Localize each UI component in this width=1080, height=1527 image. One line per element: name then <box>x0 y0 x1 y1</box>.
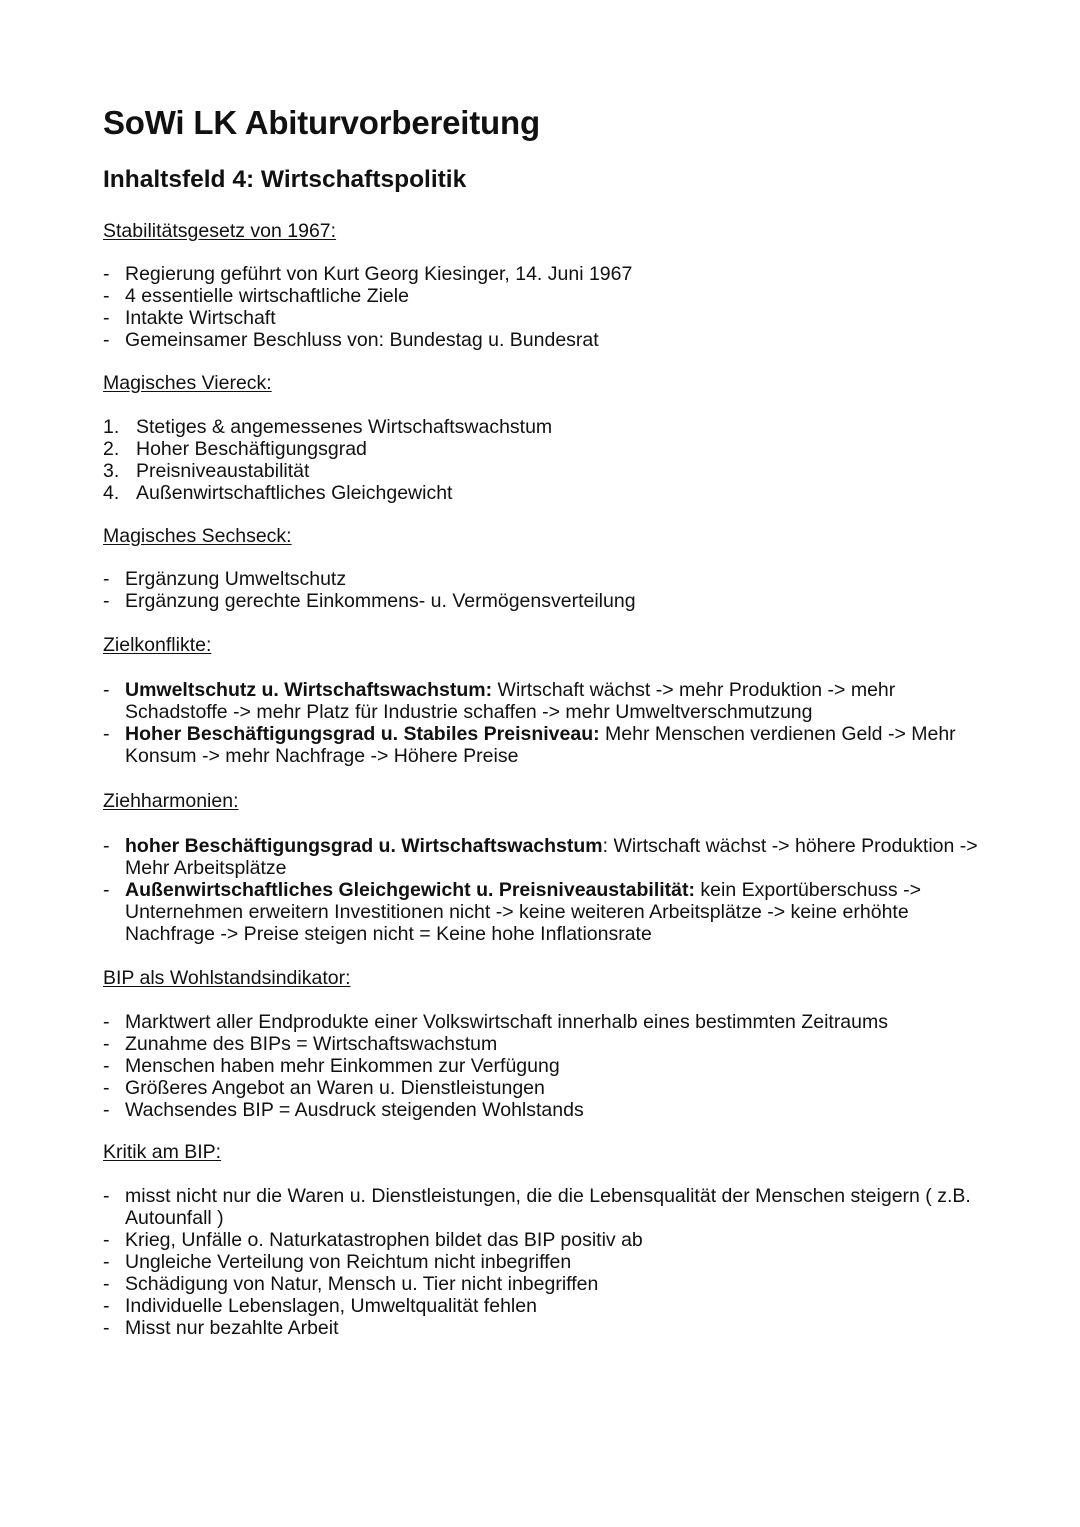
dash-bullet: - <box>103 1295 110 1317</box>
dash-bullet: - <box>103 835 110 857</box>
dash-bullet: - <box>103 723 110 745</box>
list-item: - Zunahme des BIPs = Wirtschaftswachstum <box>103 1033 498 1055</box>
list-kritik <box>103 1185 983 1339</box>
list-item: - Intakte Wirtschaft <box>103 307 276 329</box>
list-item: - hoher Beschäftigungsgrad u. Wirtschaftswachstum: Wirtschaft wächst -> höhere Produktion -> Mehr Arbeitsplätze <box>103 835 978 879</box>
dash-bullet: - <box>103 568 110 590</box>
dash-bullet: - <box>103 1011 110 1033</box>
dash-bullet: - <box>103 1185 110 1207</box>
dash-bullet: - <box>103 285 110 307</box>
list-sechseck <box>103 568 983 612</box>
section-heading-zielkonflikte: Zielkonflikte: <box>103 634 212 656</box>
list-item: - Außenwirtschaftliches Gleichgewicht u. Preisniveaustabilität: kein Exportüberschuss -> Unternehmen erweitern Investitionen nicht -> keine weiteren Arbeitsplätze -> keine erhöhte Nachfrage -> Preise steigen nicht = Keine hohe Inflationsrate <box>103 879 921 945</box>
list-item: - Gemeinsamer Beschluss von: Bundestag u. Bundesrat <box>103 329 599 351</box>
list-item: - 4 essentielle wirtschaftliche Ziele <box>103 285 409 307</box>
list-item: - Hoher Beschäftigungsgrad u. Stabiles Preisniveau: Mehr Menschen verdienen Geld -> Mehr Konsum -> mehr Nachfrage -> Höhere Preise <box>103 723 956 767</box>
dash-bullet: - <box>103 1317 110 1339</box>
list-item: - Krieg, Unfälle o. Naturkatastrophen bildet das BIP positiv ab <box>103 1229 643 1251</box>
section-heading-kritik: Kritik am BIP: <box>103 1141 222 1163</box>
dash-bullet: - <box>103 1077 110 1099</box>
list-item: - Umweltschutz u. Wirtschaftswachstum: Wirtschaft wächst -> mehr Produktion -> mehr Schadstoffe -> mehr Platz für Industrie schaffen -> mehr Umweltverschmutzung <box>103 679 896 723</box>
dash-bullet: - <box>103 590 110 612</box>
list-item: - Wachsendes BIP = Ausdruck steigenden Wohlstands <box>103 1099 584 1121</box>
section-heading-ziehharmonien: Ziehharmonien: <box>103 790 239 812</box>
list-item: 1. Stetiges & angemessenes Wirtschaftswachstum <box>103 416 553 438</box>
list-item: - Misst nur bezahlte Arbeit <box>103 1317 339 1339</box>
list-item: 2. Hoher Beschäftigungsgrad <box>103 438 367 460</box>
list-item: - Regierung geführt von Kurt Georg Kiesinger, 14. Juni 1967 <box>103 263 633 285</box>
list-item: - Größeres Angebot an Waren u. Dienstleistungen <box>103 1077 545 1099</box>
list-item: - Individuelle Lebenslagen, Umweltqualität fehlen <box>103 1295 537 1317</box>
dash-bullet: - <box>103 1229 110 1251</box>
list-item: - Schädigung von Natur, Mensch u. Tier nicht inbegriffen <box>103 1273 599 1295</box>
section-heading-stabilitaetsgesetz: Stabilitätsgesetz von 1967: <box>103 220 337 242</box>
dash-bullet: - <box>103 1055 110 1077</box>
list-viereck <box>103 416 983 504</box>
dash-bullet: - <box>103 1033 110 1055</box>
document-subtitle: Inhaltsfeld 4: Wirtschaftspolitik <box>103 166 467 193</box>
list-item: - Ungleiche Verteilung von Reichtum nicht inbegriffen <box>103 1251 572 1273</box>
document-title: SoWi LK Abiturvorbereitung <box>103 104 540 141</box>
dash-bullet: - <box>103 307 110 329</box>
dash-bullet: - <box>103 1251 110 1273</box>
section-heading-sechseck: Magisches Sechseck: <box>103 525 292 547</box>
list-item: 3. Preisniveaustabilität <box>103 460 310 482</box>
list-stabilitaetsgesetz <box>103 263 983 351</box>
dash-bullet: - <box>103 1099 110 1121</box>
list-item: - misst nicht nur die Waren u. Dienstleistungen, die die Lebensqualität der Menschen steigern ( z.B. Autounfall ) <box>103 1185 971 1229</box>
list-item: - Menschen haben mehr Einkommen zur Verfügung <box>103 1055 560 1077</box>
dash-bullet: - <box>103 329 110 351</box>
list-ziehharmonien <box>103 835 983 945</box>
list-item: - Marktwert aller Endprodukte einer Volkswirtschaft innerhalb eines bestimmten Zeitraums <box>103 1011 888 1033</box>
list-item: - Ergänzung Umweltschutz <box>103 568 347 590</box>
dash-bullet: - <box>103 263 110 285</box>
list-item: 4. Außenwirtschaftliches Gleichgewicht <box>103 482 453 504</box>
dash-bullet: - <box>103 679 110 701</box>
list-item: - Ergänzung gerechte Einkommens- u. Vermögensverteilung <box>103 590 636 612</box>
section-heading-bip: BIP als Wohlstandsindikator: <box>103 967 351 989</box>
list-zielkonflikte <box>103 679 983 767</box>
dash-bullet: - <box>103 879 110 901</box>
section-heading-viereck: Magisches Viereck: <box>103 372 272 394</box>
list-bip <box>103 1011 983 1121</box>
dash-bullet: - <box>103 1273 110 1295</box>
